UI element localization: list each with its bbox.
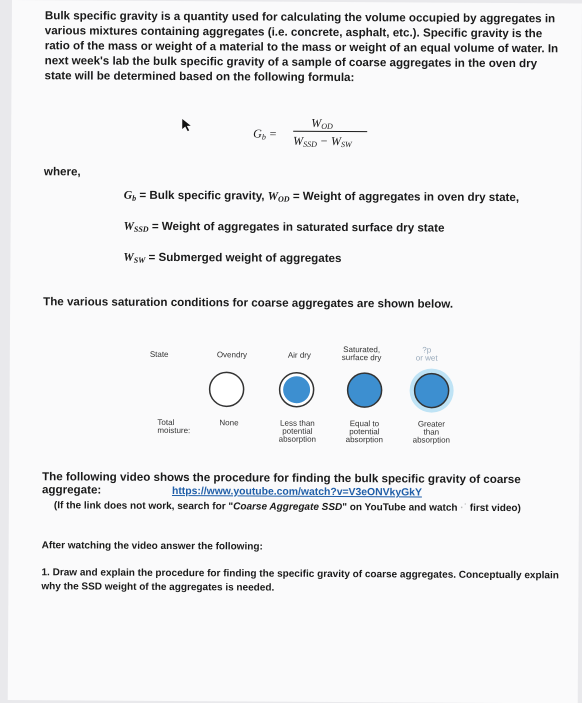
moisture-value: Less than potential absorption <box>278 418 317 444</box>
moisture-value: None <box>219 418 239 428</box>
youtube-video-link[interactable]: https://www.youtube.com/watch?v=V3eONVkyGkY <box>171 485 422 499</box>
definition-wssd: $W_{SSD}$ = Weight of aggregates in saturated surface dry state <box>123 219 445 235</box>
definition-gb-wod: $G_b$ = Bulk specific gravity, $W_{OD}$ = Weight of aggregates in oven dry state, <box>123 188 520 205</box>
ovendry-circle <box>210 372 244 406</box>
air-dry-water <box>283 376 310 403</box>
ssd-circle <box>348 373 382 407</box>
moisture-value: Equal to potential absorption <box>345 419 384 445</box>
moisture-circles <box>109 333 480 465</box>
search-note: (If the link does not work, search for "Coarse Aggregate SSD" on YouTube and watch ·˙ first video) <box>53 500 521 515</box>
state-name: Saturated, surface dry <box>341 345 382 363</box>
wet-circle <box>415 373 449 407</box>
document-page <box>8 0 582 703</box>
definition-wsw: $W_{SW}$ = Submerged weight of aggregates <box>123 250 342 266</box>
formula-denominator: $W_{SSD} - W_{SW}$ <box>293 133 352 150</box>
saturation-conditions-figure <box>109 333 480 465</box>
intro-paragraph: Bulk specific gravity is a quantity used for calculating the volume occupied by aggregates in various mixtures containing aggregates (i.e. concrete, asphalt, etc.). Specific gravity is the ratio of the mass or weight of a material to the mass or weight of an equal volume of water. In next week's lab the bulk specific gravity of a sample of coarse aggregates in the oven dry state will be determined based on the following formula: <box>44 9 559 85</box>
formula-lhs: $G_b$ = <box>253 126 278 142</box>
state-name: ?p or wet <box>415 345 438 363</box>
moisture-label: Total moisture: <box>157 417 191 436</box>
after-watching-text: After watching the video answer the following: <box>41 540 263 553</box>
obscured-text-icon: ·˙ <box>460 502 468 514</box>
where-label: where, <box>43 165 81 179</box>
mouse-cursor-icon <box>181 118 193 132</box>
state-name: Ovendry <box>216 350 248 360</box>
saturation-intro: The various saturation conditions for coarse aggregates are shown below. <box>43 295 454 311</box>
fraction-bar <box>293 131 367 132</box>
state-label: State <box>149 349 169 359</box>
moisture-value: Greater than absorption <box>412 419 451 445</box>
state-name: Air dry <box>287 350 311 360</box>
formula-numerator: $W_{OD}$ <box>311 115 333 131</box>
question-1: 1. Draw and explain the procedure for finding the specific gravity of coarse aggregates. Conceptually explain why the SSD weight of the aggregates is needed. <box>41 567 559 594</box>
video-instructions: The following video shows the procedure for finding the bulk specific gravity of coarse aggregate: <box>41 470 521 497</box>
